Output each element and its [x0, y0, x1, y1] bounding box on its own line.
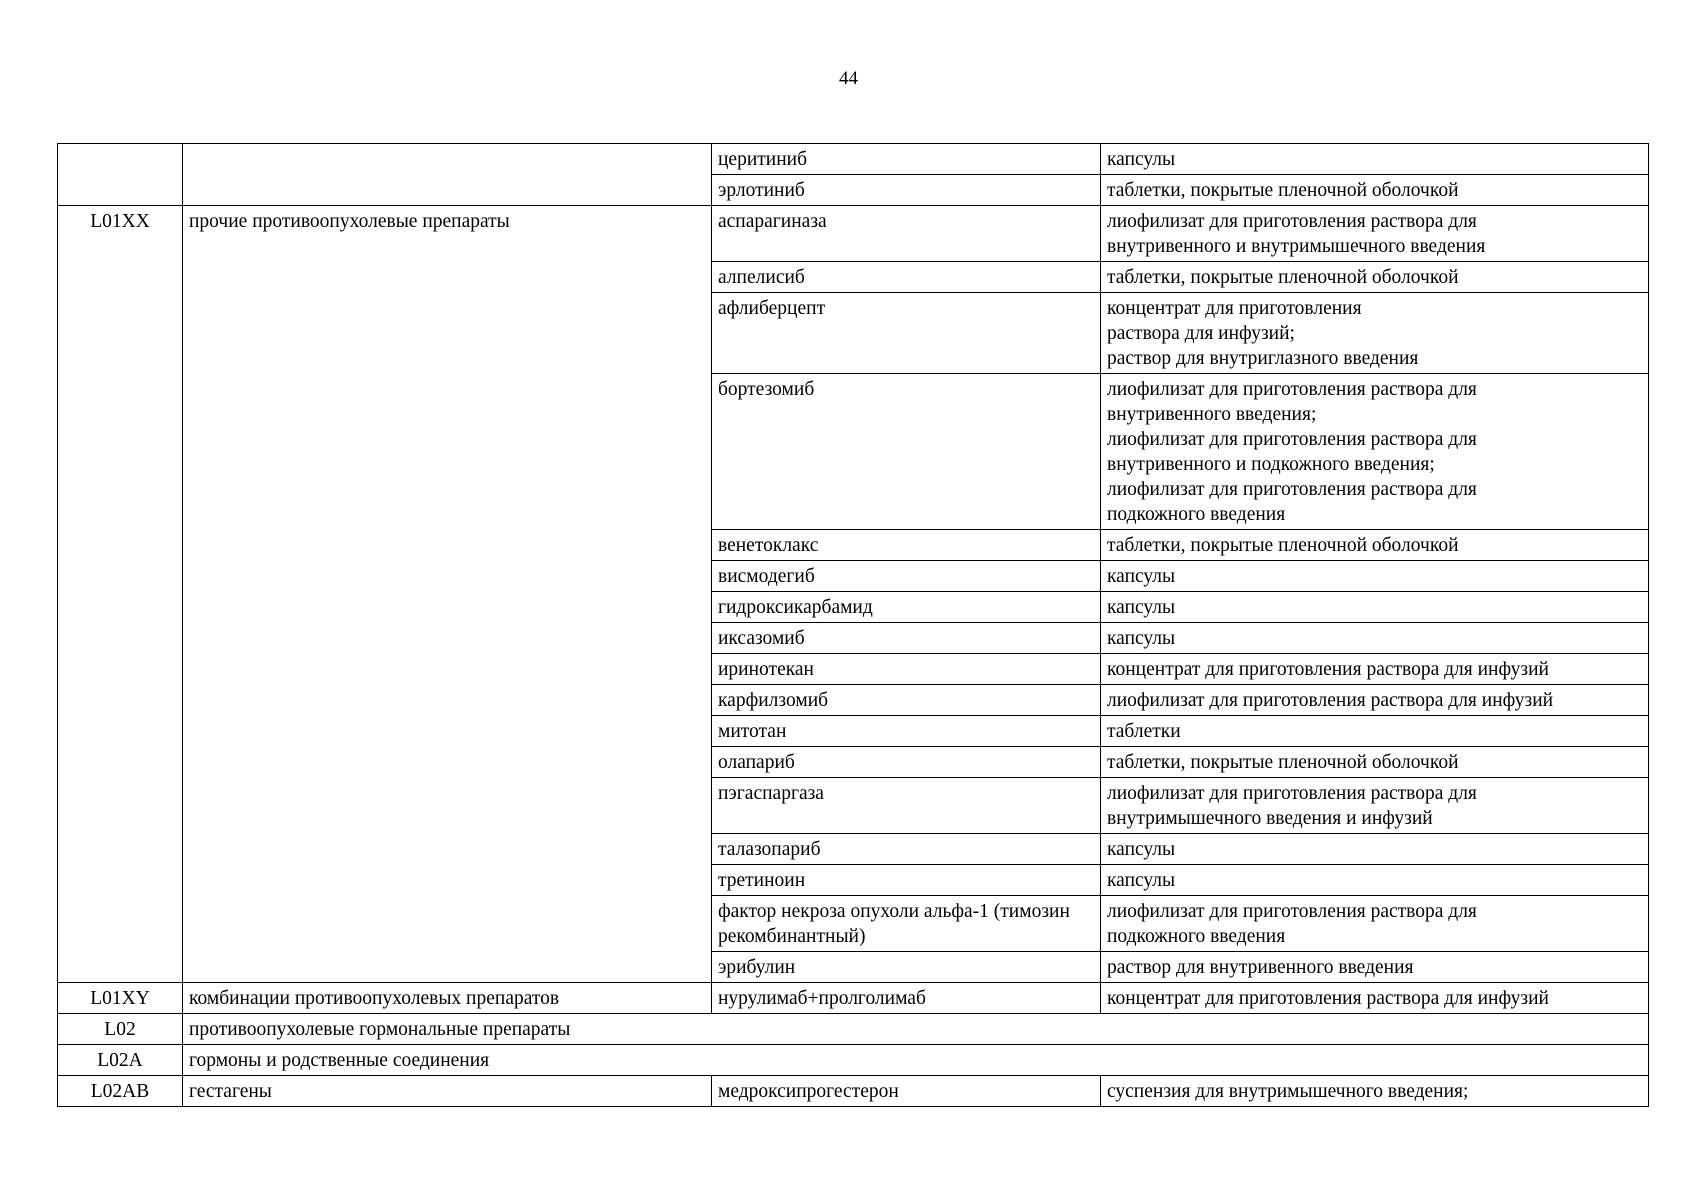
atc-code-cell: L02A: [58, 1045, 183, 1076]
atc-code-cell: L01XX: [58, 206, 183, 983]
drug-name-cell: висмодегиб: [712, 561, 1101, 592]
atc-code-cell: L02AB: [58, 1076, 183, 1107]
drug-name-cell: фактор некроза опухоли альфа-1 (тимозин рекомбинантный): [712, 896, 1101, 952]
table-body: [58, 144, 1649, 1107]
dosage-form-cell: [1101, 834, 1649, 865]
dosage-form-line: капсулы: [1107, 628, 1176, 649]
table-row: [58, 1014, 1649, 1045]
dosage-form-line: лиофилизат для приготовления раствора для: [1107, 479, 1477, 500]
table-row: [58, 206, 1649, 262]
dosage-form-line: таблетки, покрытые пленочной оболочкой: [1107, 267, 1459, 288]
atc-group-cell: гормоны и родственные соединения: [183, 1045, 1649, 1076]
dosage-form-line: таблетки: [1107, 721, 1181, 742]
dosage-form-line: подкожного введения: [1107, 926, 1286, 947]
atc-group-cell: гестагены: [183, 1076, 712, 1107]
drug-name-cell: карфилзомиб: [712, 685, 1101, 716]
drug-name-cell: бортезомиб: [712, 374, 1101, 530]
dosage-form-cell: [1101, 685, 1649, 716]
dosage-form-line: внутривенного и внутримышечного введения: [1107, 236, 1486, 257]
drug-name-cell: иринотекан: [712, 654, 1101, 685]
dosage-form-line: лиофилизат для приготовления раствора для инфузий: [1107, 690, 1554, 711]
dosage-form-cell: [1101, 144, 1649, 175]
dosage-form-line: подкожного введения: [1107, 504, 1286, 525]
dosage-form-line: раствор для внутривенного введения: [1107, 957, 1414, 978]
drug-name-cell: венетоклакс: [712, 530, 1101, 561]
atc-group-cell: прочие противоопухолевые препараты: [183, 206, 712, 983]
dosage-form-line: лиофилизат для приготовления раствора для: [1107, 379, 1477, 400]
dosage-form-line: капсулы: [1107, 149, 1176, 170]
dosage-form-cell: [1101, 747, 1649, 778]
drug-name-cell: эрибулин: [712, 952, 1101, 983]
dosage-form-line: суспензия для внутримышечного введения;: [1107, 1081, 1469, 1102]
drug-name-cell: аспарагиназа: [712, 206, 1101, 262]
dosage-form-cell: [1101, 865, 1649, 896]
dosage-form-line: капсулы: [1107, 839, 1176, 860]
dosage-form-line: внутривенного введения;: [1107, 404, 1317, 425]
atc-group-cell: противоопухолевые гормональные препараты: [183, 1014, 1649, 1045]
dosage-form-cell: [1101, 293, 1649, 374]
dosage-form-line: лиофилизат для приготовления раствора для: [1107, 429, 1477, 450]
atc-code-cell: L02: [58, 1014, 183, 1045]
table-row: [58, 144, 1649, 175]
table-row: [58, 983, 1649, 1014]
drug-name-cell: церитиниб: [712, 144, 1101, 175]
dosage-form-line: капсулы: [1107, 870, 1176, 891]
dosage-form-cell: [1101, 1076, 1649, 1107]
dosage-form-line: концентрат для приготовления: [1107, 298, 1362, 319]
atc-code-cell: [58, 144, 183, 206]
dosage-form-cell: [1101, 561, 1649, 592]
atc-code-cell: L01XY: [58, 983, 183, 1014]
dosage-form-line: раствора для инфузий;: [1107, 323, 1295, 344]
drug-name-cell: митотан: [712, 716, 1101, 747]
dosage-form-line: внутривенного и подкожного введения;: [1107, 454, 1435, 475]
dosage-form-line: капсулы: [1107, 597, 1176, 618]
dosage-form-line: концентрат для приготовления раствора для инфузий: [1107, 988, 1549, 1009]
drug-name-cell: алпелисиб: [712, 262, 1101, 293]
dosage-form-line: капсулы: [1107, 566, 1176, 587]
dosage-form-cell: [1101, 716, 1649, 747]
dosage-form-line: внутримышечного введения и инфузий: [1107, 808, 1433, 829]
atc-group-cell: [183, 144, 712, 206]
dosage-form-cell: [1101, 654, 1649, 685]
drug-name-cell: талазопариб: [712, 834, 1101, 865]
drug-name-cell: третиноин: [712, 865, 1101, 896]
dosage-form-line: концентрат для приготовления раствора для инфузий: [1107, 659, 1549, 680]
drug-name-cell: гидроксикарбамид: [712, 592, 1101, 623]
dosage-form-line: лиофилизат для приготовления раствора для: [1107, 783, 1477, 804]
drug-name-cell: медроксипрогестерон: [712, 1076, 1101, 1107]
drug-table: [57, 143, 1649, 1107]
table-row: [58, 1076, 1649, 1107]
dosage-form-cell: [1101, 530, 1649, 561]
dosage-form-line: таблетки, покрытые пленочной оболочкой: [1107, 180, 1459, 201]
dosage-form-cell: [1101, 206, 1649, 262]
dosage-form-cell: [1101, 592, 1649, 623]
dosage-form-cell: [1101, 175, 1649, 206]
dosage-form-cell: [1101, 262, 1649, 293]
drug-name-cell: нурулимаб+пролголимаб: [712, 983, 1101, 1014]
dosage-form-cell: [1101, 778, 1649, 834]
dosage-form-line: лиофилизат для приготовления раствора для: [1107, 901, 1477, 922]
dosage-form-cell: [1101, 952, 1649, 983]
dosage-form-cell: [1101, 374, 1649, 530]
table-row: [58, 1045, 1649, 1076]
atc-group-cell: комбинации противоопухолевых препаратов: [183, 983, 712, 1014]
drug-name-cell: афлиберцепт: [712, 293, 1101, 374]
dosage-form-cell: [1101, 896, 1649, 952]
drug-name-cell: олапариб: [712, 747, 1101, 778]
dosage-form-cell: [1101, 983, 1649, 1014]
drug-name-cell: пэгаспаргаза: [712, 778, 1101, 834]
dosage-form-line: таблетки, покрытые пленочной оболочкой: [1107, 752, 1459, 773]
drug-name-cell: иксазомиб: [712, 623, 1101, 654]
dosage-form-line: таблетки, покрытые пленочной оболочкой: [1107, 535, 1459, 556]
page-number: 44: [839, 68, 858, 89]
drug-name-cell: эрлотиниб: [712, 175, 1101, 206]
dosage-form-line: раствор для внутриглазного введения: [1107, 348, 1419, 369]
dosage-form-line: лиофилизат для приготовления раствора для: [1107, 211, 1477, 232]
dosage-form-cell: [1101, 623, 1649, 654]
